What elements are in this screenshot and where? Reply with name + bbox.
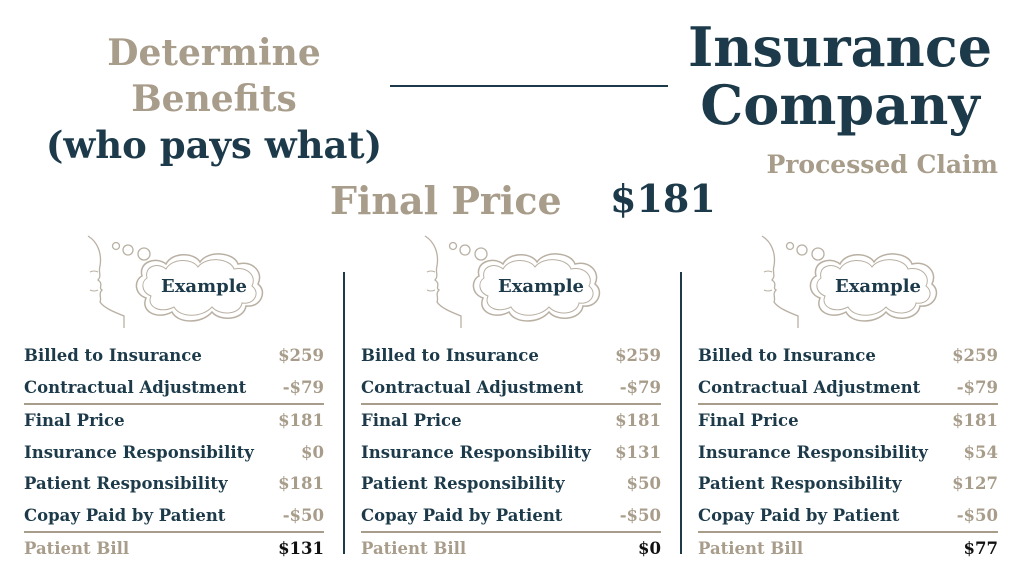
- row-value: $77: [963, 539, 998, 559]
- example-table: [24, 340, 324, 565]
- table-row: [24, 500, 324, 534]
- table-row: [24, 468, 324, 500]
- thought-bubble: [758, 232, 958, 332]
- thought-bubble: [421, 232, 621, 332]
- row-label: Insurance Responsibility: [361, 442, 591, 462]
- table-row: [361, 500, 661, 534]
- left-title: [24, 30, 404, 168]
- row-value: $131: [278, 539, 324, 559]
- row-value: $0: [301, 442, 324, 462]
- row-label: Billed to Insurance: [361, 346, 539, 366]
- example-bubble-label: Example: [160, 276, 248, 297]
- row-label: Contractual Adjustment: [24, 377, 247, 397]
- row-label: Patient Bill: [24, 539, 130, 559]
- row-label: Patient Responsibility: [361, 474, 565, 494]
- processed-claim-subtitle: Processed Claim: [766, 150, 998, 179]
- row-value: -$79: [956, 377, 998, 397]
- table-row: [361, 372, 661, 406]
- table-row: [698, 437, 998, 469]
- example-column-1: [24, 232, 324, 572]
- final-price-value: $181: [610, 176, 716, 221]
- table-row: [698, 340, 998, 372]
- table-row: [698, 500, 998, 534]
- final-price-label: Final Price: [330, 178, 562, 223]
- row-value: $259: [615, 346, 661, 366]
- table-row: [698, 468, 998, 500]
- row-value: $259: [952, 346, 998, 366]
- row-value: -$79: [619, 377, 661, 397]
- table-row: [24, 533, 324, 565]
- table-row: [698, 533, 998, 565]
- row-label: Billed to Insurance: [698, 346, 876, 366]
- row-value: -$50: [619, 505, 661, 525]
- table-row: [24, 372, 324, 406]
- left-title-line-1: Determine: [107, 32, 321, 74]
- right-title-line-1: Insurance: [687, 15, 993, 79]
- table-row: [361, 437, 661, 469]
- row-value: -$50: [956, 505, 998, 525]
- left-title-line-2: Benefits: [131, 78, 297, 120]
- table-row: [24, 437, 324, 469]
- title-divider-line: [390, 85, 668, 87]
- right-title: [680, 15, 1000, 137]
- row-value: $181: [278, 411, 324, 431]
- row-label: Final Price: [361, 411, 462, 431]
- column-divider: [343, 272, 345, 554]
- row-value: $181: [952, 411, 998, 431]
- row-label: Patient Bill: [698, 539, 804, 559]
- table-row: [361, 405, 661, 437]
- row-label: Patient Responsibility: [24, 474, 228, 494]
- row-value: $259: [278, 346, 324, 366]
- example-bubble-label: Example: [834, 276, 922, 297]
- row-value: $54: [963, 442, 998, 462]
- example-table: [361, 340, 661, 565]
- column-divider: [680, 272, 682, 554]
- row-label: Final Price: [24, 411, 125, 431]
- row-label: Patient Responsibility: [698, 474, 902, 494]
- table-row: [361, 533, 661, 565]
- left-title-line-3: (who pays what): [45, 123, 383, 167]
- row-label: Copay Paid by Patient: [24, 505, 226, 525]
- table-row: [24, 405, 324, 437]
- table-row: [361, 468, 661, 500]
- table-row: [698, 372, 998, 406]
- row-label: Billed to Insurance: [24, 346, 202, 366]
- row-label: Copay Paid by Patient: [698, 505, 900, 525]
- row-label: Insurance Responsibility: [24, 442, 254, 462]
- row-label: Copay Paid by Patient: [361, 505, 563, 525]
- row-label: Contractual Adjustment: [361, 377, 584, 397]
- row-value: $131: [615, 442, 661, 462]
- row-value: $181: [278, 474, 324, 494]
- row-label: Patient Bill: [361, 539, 467, 559]
- table-row: [361, 340, 661, 372]
- row-value: -$50: [282, 505, 324, 525]
- row-label: Final Price: [698, 411, 799, 431]
- example-column-3: [698, 232, 998, 572]
- row-value: $0: [638, 539, 661, 559]
- right-title-line-2: Company: [700, 73, 980, 137]
- row-label: Contractual Adjustment: [698, 377, 921, 397]
- row-value: -$79: [282, 377, 324, 397]
- thought-bubble: [84, 232, 284, 332]
- example-column-2: [361, 232, 661, 572]
- row-label: Insurance Responsibility: [698, 442, 928, 462]
- table-row: [24, 340, 324, 372]
- row-value: $181: [615, 411, 661, 431]
- example-table: [698, 340, 998, 565]
- row-value: $127: [952, 474, 998, 494]
- row-value: $50: [626, 474, 661, 494]
- table-row: [698, 405, 998, 437]
- example-bubble-label: Example: [497, 276, 585, 297]
